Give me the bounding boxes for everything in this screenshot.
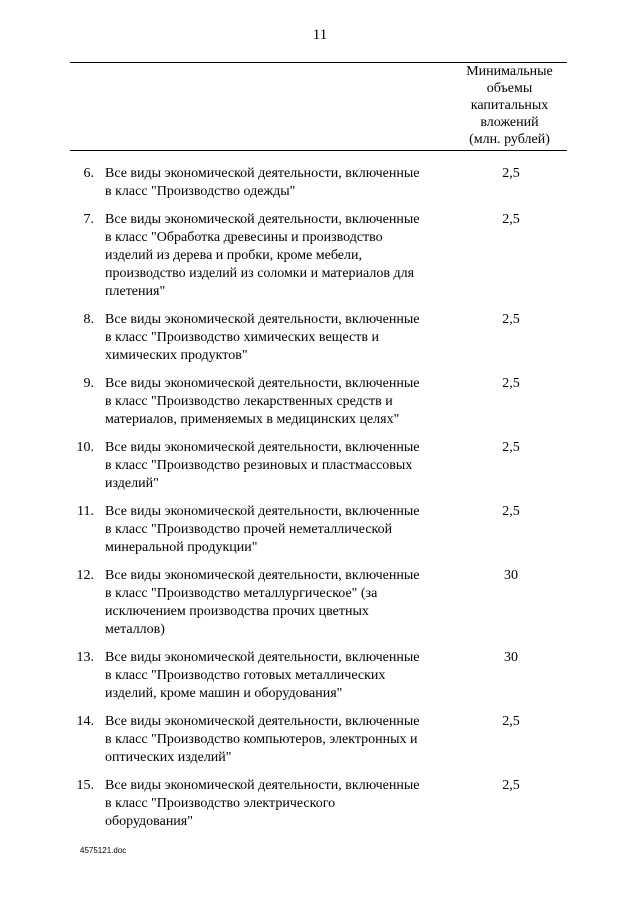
description-line: Все виды экономической деятельности, включенные [105, 166, 420, 181]
description-line: минеральной продукции" [105, 540, 258, 555]
description-line: в класс "Производство химических веществ и [105, 330, 379, 345]
min-investment-value: 2,5 [502, 778, 520, 793]
activity-description [105, 777, 449, 831]
description-line: Все виды экономической деятельности, включенные [105, 440, 420, 455]
activity-description [105, 165, 449, 201]
column-header-line: объемы [486, 81, 533, 96]
activity-description [105, 375, 449, 429]
min-investment-value: 2,5 [502, 714, 520, 729]
table-header-rule [70, 150, 567, 151]
row-number: 11. [77, 504, 94, 519]
description-line: исключением производства прочих цветных [105, 604, 369, 619]
table-row [70, 713, 567, 767]
description-line: в класс "Производство резиновых и пластмассовых [105, 458, 413, 473]
activity-description [105, 567, 449, 639]
min-investment-value: 2,5 [502, 212, 520, 227]
description-line: металлов) [105, 622, 165, 637]
description-line: производство изделий из соломки и материалов для [105, 266, 415, 281]
description-line: в класс "Производство одежды" [105, 184, 296, 199]
table-row [70, 165, 567, 201]
min-investment-value: 30 [504, 650, 518, 665]
min-investment-value: 30 [504, 568, 518, 583]
description-line: Все виды экономической деятельности, включенные [105, 778, 420, 793]
table-row [70, 375, 567, 429]
row-number: 8. [83, 312, 94, 327]
activity-description [105, 211, 449, 301]
row-number: 9. [83, 376, 94, 391]
table-row [70, 439, 567, 493]
column-header-line: вложений [480, 115, 539, 130]
description-line: оборудования" [105, 814, 193, 829]
description-line: в класс "Производство металлургическое" (за [105, 586, 378, 601]
activity-description [105, 311, 449, 365]
description-line: в класс "Производство лекарственных средств и [105, 394, 393, 409]
table-row [70, 211, 567, 301]
row-number: 14. [76, 714, 94, 729]
description-line: изделий из дерева и пробки, кроме мебели, [105, 248, 363, 263]
description-line: изделий" [105, 476, 159, 491]
min-investment-value: 2,5 [502, 376, 520, 391]
table-row [70, 503, 567, 557]
description-line: Все виды экономической деятельности, включенные [105, 212, 420, 227]
description-line: в класс "Производство готовых металлических [105, 668, 386, 683]
activity-description [105, 649, 449, 703]
footer-file-name: 4575121.doc [80, 846, 127, 855]
description-line: плетения" [105, 284, 166, 299]
description-line: химических продуктов" [105, 348, 248, 363]
min-investment-value: 2,5 [502, 312, 520, 327]
description-line: Все виды экономической деятельности, включенные [105, 312, 420, 327]
row-number: 7. [83, 212, 94, 227]
column-header-min-investment [452, 63, 567, 148]
description-line: изделий, кроме машин и оборудования" [105, 686, 343, 701]
min-investment-value: 2,5 [502, 440, 520, 455]
table-row [70, 567, 567, 639]
row-number: 13. [76, 650, 94, 665]
row-number: 10. [76, 440, 94, 455]
table-row [70, 311, 567, 365]
description-line: Все виды экономической деятельности, включенные [105, 568, 420, 583]
activity-description [105, 503, 449, 557]
min-investment-value: 2,5 [502, 166, 520, 181]
description-line: в класс "Производство прочей неметаллической [105, 522, 393, 537]
table-body [70, 165, 567, 841]
row-number: 6. [83, 166, 94, 181]
table-row [70, 649, 567, 703]
page-number: 11 [312, 27, 328, 43]
description-line: в класс "Обработка древесины и производство [105, 230, 383, 245]
min-investment-value: 2,5 [502, 504, 520, 519]
row-number: 15. [76, 778, 94, 793]
column-header-line: Минимальные [466, 64, 553, 79]
column-header-line: капитальных [470, 98, 549, 113]
row-number: 12. [76, 568, 94, 583]
description-line: в класс "Производство электрического [105, 796, 336, 811]
column-header-line: (млн. рублей) [469, 132, 550, 147]
description-line: Все виды экономической деятельности, включенные [105, 714, 420, 729]
description-line: в класс "Производство компьютеров, электронных и [105, 732, 418, 747]
description-line: Все виды экономической деятельности, включенные [105, 650, 420, 665]
activity-description [105, 713, 449, 767]
activity-description [105, 439, 449, 493]
description-line: Все виды экономической деятельности, включенные [105, 504, 420, 519]
description-line: материалов, применяемых в медицинских целях" [105, 412, 400, 427]
description-line: оптических изделий" [105, 750, 232, 765]
table-row [70, 777, 567, 831]
description-line: Все виды экономической деятельности, включенные [105, 376, 420, 391]
